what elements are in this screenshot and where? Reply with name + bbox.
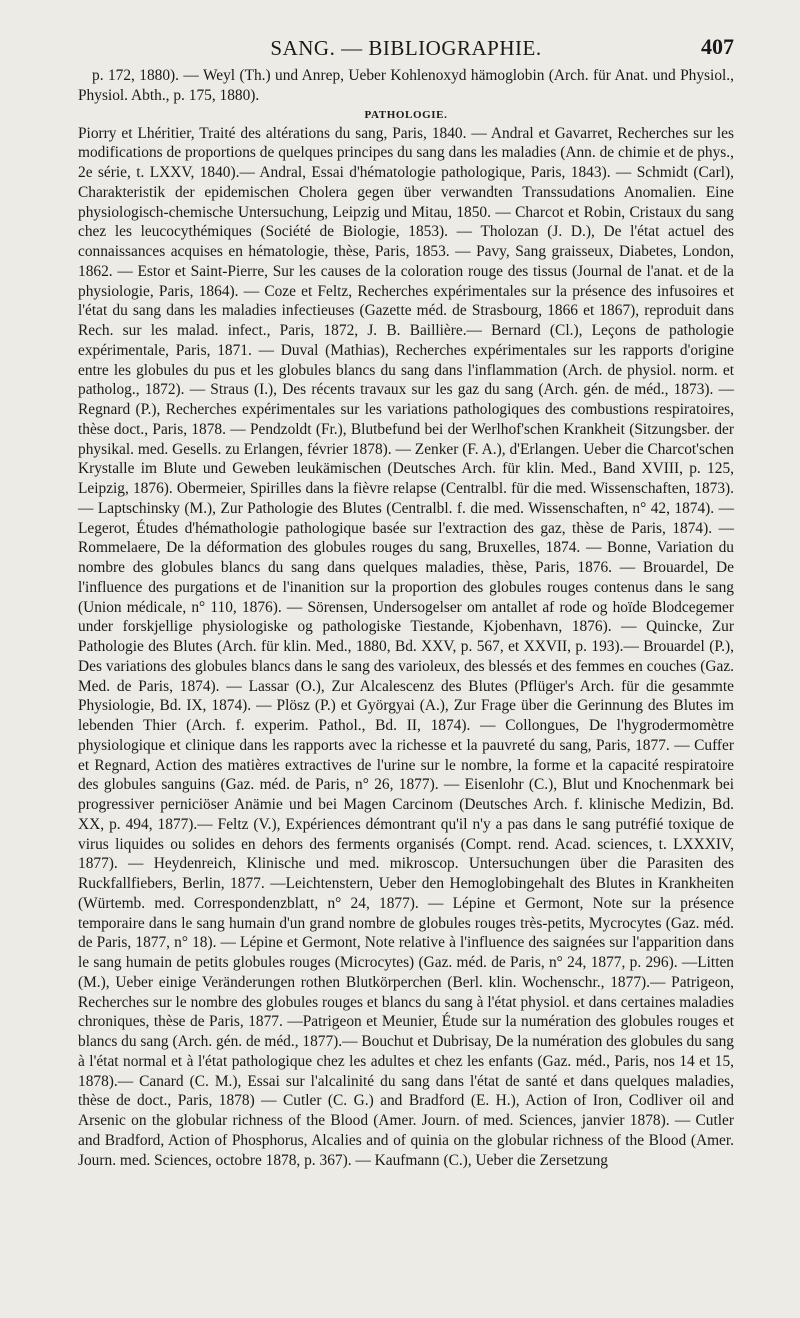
intro-paragraph: p. 172, 1880). — Weyl (Th.) und Anrep, Ueber Kohlenoxyd hämoglobin (Arch. für Anat. und Physiol., Physiol. Abth., p. 175, 1880).: [78, 67, 734, 104]
bibliography-body: [78, 66, 734, 1170]
page-number: 407: [701, 34, 734, 59]
section-heading: PATHOLOGIE.: [364, 108, 448, 121]
running-header: [78, 32, 734, 66]
pathologie-paragraph: Piorry et Lhéritier, Traité des altérations du sang, Paris, 1840. — Andral et Gavarret, Recherches sur les modifications de proportions de quelques principes du sang dans les maladies (Ann. de chimie et de phys., 2e série, t. LXXV, 1840).— Andral, Essai d'hématologie pathologique, Paris, 1843). — Schmidt (Carl), Charakteristik der epidemischen Cholera gegen über verwandten Transsudations Anomalien. Eine physiologisch-chemische Untersuchung, Leipzig und Mitau, 1850. — Charcot et Robin, Cristaux du sang chez les leucocythémiques (Société de Biologie, 1853). — Tholozan (J. D.), De l'état actuel des connaissances acquises en hématologie, thèse, Paris, 1853. — Pavy, Sang graisseux, Diabetes, London, 1862. — Estor et Saint-Pierre, Sur les causes de la coloration rouge des tissus (Journal de l'anat. et de la physiologie, Paris, 1864). — Coze et Feltz, Recherches expérimentales sur la présence des infusoires et l'état du sang dans les maladies infectieuses (Gazette méd. de Strasbourg, 1866 et 1867), reproduit dans Rech. sur les malad. infect., Paris, 1872, J. B. Baillière.— Bernard (Cl.), Leçons de pathologie expérimentale, Paris, 1871. — Duval (Mathias), Recherches expérimentales sur les rapports d'origine entre les globules du pus et les globules blancs du sang dans l'inflammation (Arch. de physiol. norm. et patholog., 1872). — Straus (I.), Des récents travaux sur les gaz du sang (Arch. gén. de méd., 1873). — Regnard (P.), Recherches expérimentales sur les variations pathologiques des combustions respiratoires, thèse doct., Paris, 1878. — Pendzoldt (Fr.), Blutbefund bei der Werlhof'schen Krankheit (Sitzungsber. der physikal. med. Gesells. zu Erlangen, février 1878). — Zenker (F. A.), d'Erlangen. Ueber die Charcot'schen Krystalle im Blute und Geweben leukämischen (Deutsches Arch. für klin. Med., Band XVIII, p. 125, Leipzig, 1876). Obermeier, Spirilles dans la fièvre relapse (Centralbl. für die med. Wissenschaften, 1873). — Laptschinsky (M.), Zur Pathologie des Blutes (Centralbl. f. die med. Wissenschaften, n° 42, 1874). — Legerot, Études d'hémathologie pathologique basée sur l'extraction des gaz, thèse de Paris, 1874). — Rommelaere, De la déformation des globules rouges du sang, Bruxelles, 1874. — Bonne, Variation du nombre des globules blancs du sang dans quelques maladies, thèse, Paris, 1876. — Brouardel, De l'influence des purgations et de l'inanition sur la proportion des globules rouges contenus dans le sang (Union médicale, n° 110, 1876). — Sörensen, Undersogelser om antallet af rode og hoïde Blodcegemer under forskjellige physiologiske og pathologiske Tiestande, Kjobenhavn, 1876). — Quincke, Zur Pathologie des Blutes (Arch. für klin. Med., 1880, Bd. XXV, p. 567, et XXVII, p. 193).— Brouardel (P.), Des variations des globules blancs dans le sang des varioleux, des blessés et des femmes en couches (Gaz. Med. de Paris, 1874). — Lassar (O.), Zur Alcalescenz des Blutes (Pflüger's Arch. für die gesammte Physiologie, Bd. IX, 1874). — Plösz (P.) et Györgyai (A.), Zur Frage über die Gerinnung des Blutes im lebenden Thier (Arch. f. experim. Pathol., Bd. II, 1874). — Collongues, De l'hygrodermomètre physiologique et clinique dans les rapports avec la richesse et la pauvreté du sang, Paris, 1877. — Cuffer et Regnard, Action des matières extractives de l'urine sur le nombre, la forme et la capacité respiratoire des globules sanguins (Gaz. méd. de Paris, n° 26, 1877). — Eisenlohr (C.), Blut und Knochenmark bei progressiver perniciöser Anämie und bei Magen Carcinom (Deutsches Arch. f. klinische Medizin, Bd. XX, p. 494, 1877).— Feltz (V.), Expériences démontrant qu'il n'y a pas dans le sang putréfié toxique de virus liquides ou solides en dehors des ferments organisés (Compt. rend. Acad. sciences, t. LXXXIV, 1877). — Heydenreich, Klinische und med. mikroscop. Untersuchungen über die Parasiten des Ruckfallfiebers, Berlin, 1877. —Leichtenstern, Ueber den Hemoglobingehalt des Blutes in Krankheiten (Würtemb. med. Correspondenzblatt, n° 24, 1877). — Lépine et Germont, Note sur la présence temporaire dans le sang humain d'un grand nombre de globules rouges très-petits, Mycrocytes (Gaz. méd. de Paris, 1877, n° 18). — Lépine et Germont, Note relative à l'influence des saignées sur l'apparition dans le sang humain de petits globules rouges (Microcytes) (Gaz. méd. de Paris, n° 24, 1877, p. 296). —Litten (M.), Ueber einige Veränderungen rothen Blutkörperchen (Berl. klin. Wochenschr., 1877).— Patrigeon, Recherches sur le nombre des globules rouges et blancs du sang à l'état physiol. et dans certaines maladies chroniques, thèse de Paris, 1877. —Patrigeon et Meunier, Étude sur la numération des globules rouges et blancs du sang (Arch. gén. de méd., 1877).— Bouchut et Dubrisay, De la numération des globules du sang à l'état normal et à l'état pathologique chez les adultes et chez les enfants (Gaz. méd., Paris, nos 14 et 15, 1878).— Canard (C. M.), Essai sur l'alcalinité du sang dans l'état de santé et dans quelques maladies, thèse de doct., Paris, 1878) — Cutler (C. G.) and Bradford (E. H.), Action of Iron, Codliver oil and Arsenic on the globular richness of the Blood (Amer. Journ. of med. Sciences, janvier 1878). — Cutler and Bradford, Action of Phosphorus, Alcalies and of quinia on the globular richness of the Blood (Amer. Journ. med. Sciences, octobre 1878, p. 367). — Kaufmann (C.), Ueber die Zersetzung: [78, 124, 734, 1169]
page-header-title: SANG. — BIBLIOGRAPHIE.: [270, 36, 542, 60]
